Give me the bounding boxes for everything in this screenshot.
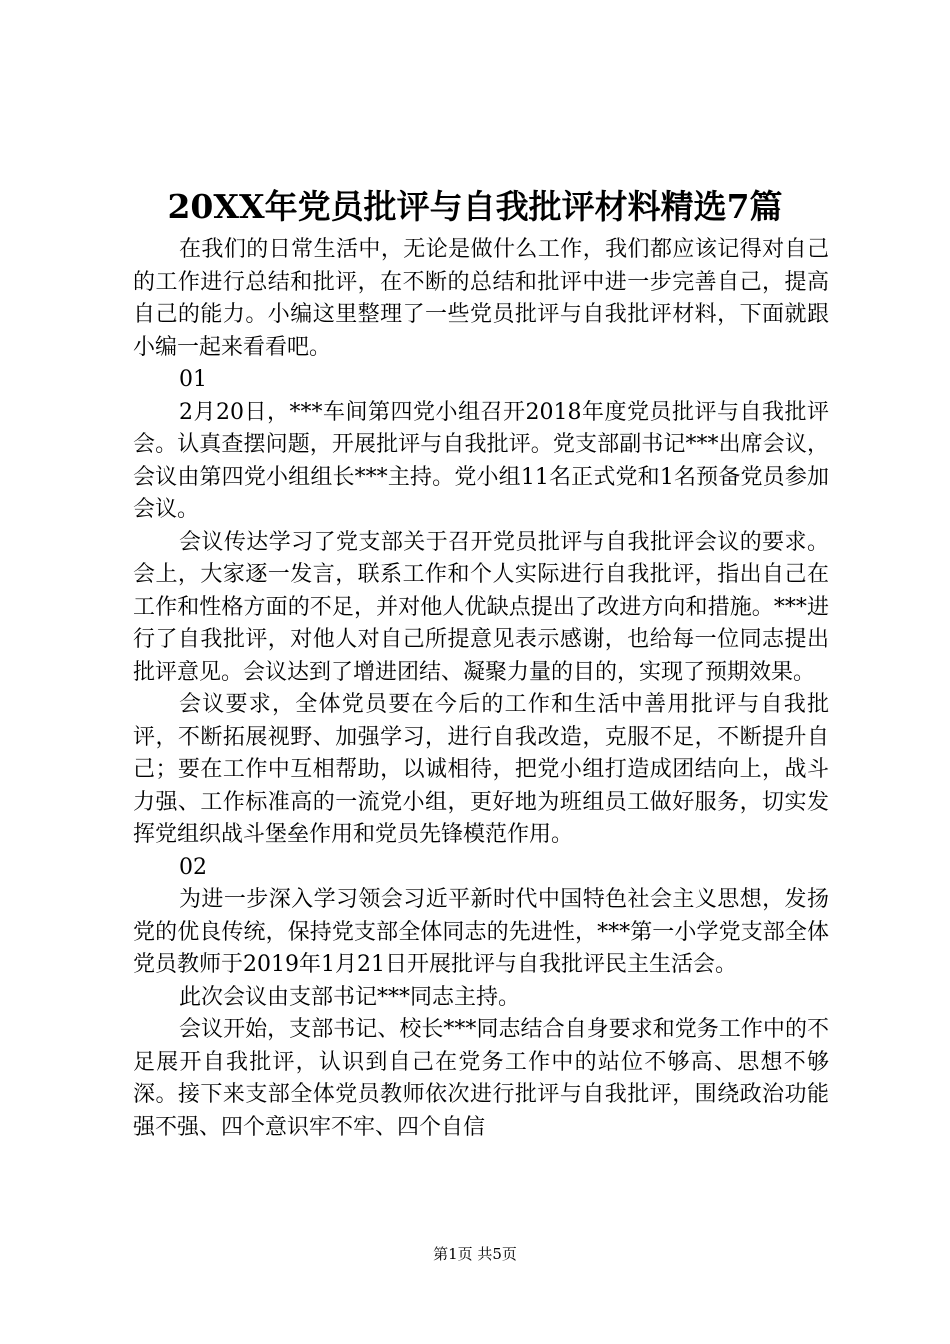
document-body [133, 234, 829, 1144]
intro-paragraph: 在我们的日常生活中，无论是做什么工作，我们都应该记得对自己的工作进行总结和批评，在不断的总结和批评中进一步完善自己，提高自己的能力。小编这里整理了一些党员批评与自我批评材料，下面就跟小编一起来看看吧。 [133, 237, 829, 360]
section-02-paragraph-1: 为进一步深入学习领会习近平新时代中国特色社会主义思想，发扬党的优良传统，保持党支部全体同志的先进性，***第一小学党支部全体党员教师于2019年1月21日开展批评与自我批评民主生活会。 [133, 887, 829, 977]
document-title: 20XX年党员批评与自我批评材料精选7篇 [167, 187, 783, 226]
section-01-paragraph-3: 会议要求，全体党员要在今后的工作和生活中善用批评与自我批评，不断拓展视野、加强学习，进行自我改造，克服不足，不断提升自己；要在工作中互相帮助，以诚相待，把党小组打造成团结向上，战斗力强、工作标准高的一流党小组，更好地为班组员工做好服务，切实发挥党组织战斗堡垒作用和党员先锋模范作用。 [133, 692, 829, 847]
section-01-paragraph-1: 2月20日，***车间第四党小组召开2018年度党员批评与自我批评会。认真查摆问题，开展批评与自我批评。党支部副书记***出席会议，会议由第四党小组组长***主持。党小组11名正式党和1名预备党员参加会议。 [133, 399, 829, 522]
page-footer: 第1页 共5页 [433, 1245, 517, 1263]
section-02-paragraph-3: 会议开始，支部书记、校长***同志结合自身要求和党务工作中的不足展开自我批评，认识到自己在党务工作中的站位不够高、思想不够深。接下来支部全体党员教师依次进行批评与自我批评，围绕政治功能强不强、四个意识牢不牢、四个自信 [133, 1017, 829, 1140]
section-number-02: 02 [179, 854, 207, 880]
section-number-01: 01 [179, 367, 207, 392]
section-01-paragraph-2: 会议传达学习了党支部关于召开党员批评与自我批评会议的要求。会上，大家逐一发言，联系工作和个人实际进行自我批评，指出自己在工作和性格方面的不足，并对他人优缺点提出了改进方向和措施。***进行了自我批评，对他人对自己所提意见表示感谢，也给每一位同志提出批评意见。会议达到了增进团结、凝聚力量的目的，实现了预期效果。 [133, 529, 829, 685]
section-02-paragraph-2: 此次会议由支部书记***同志主持。 [179, 984, 521, 1010]
